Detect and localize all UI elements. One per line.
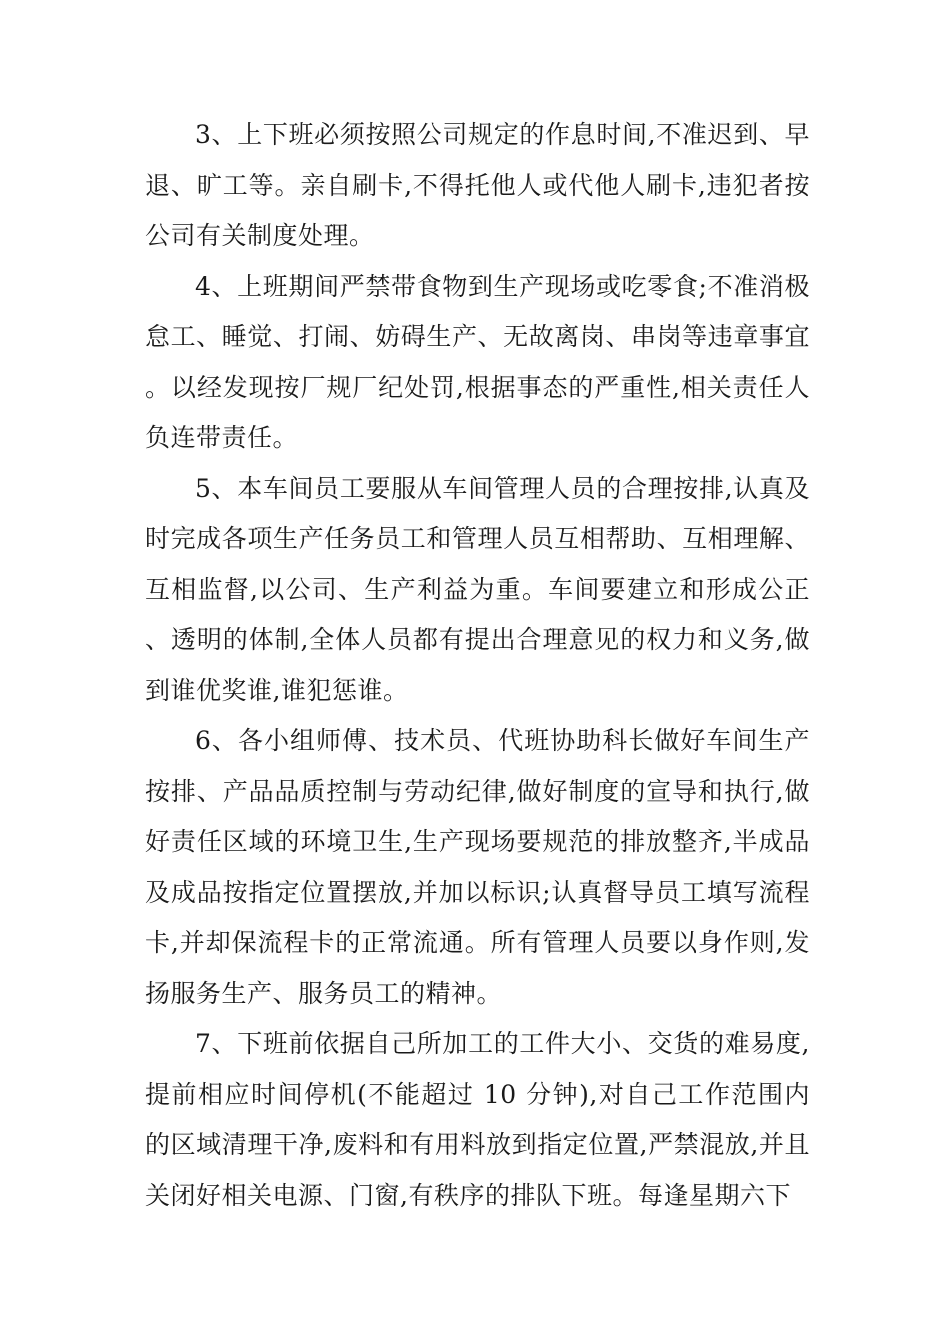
paragraph-rule-3: 3、上下班必须按照公司规定的作息时间,不准迟到、早退、旷工等。亲自刷卡,不得托他人或代他人刷卡,违犯者按公司有关制度处理。 <box>145 120 810 250</box>
paragraph-rule-6: 6、各小组师傅、技术员、代班协助科长做好车间生产按排、产品品质控制与劳动纪律,做好制度的宣导和执行,做好责任区域的环境卫生,生产现场要规范的排放整齐,半成品及成品按指定位置摆放,并加以标识;认真督导员工填写流程卡,并却保流程卡的正常流通。所有管理人员要以身作则,发扬服务生产、服务员工的精神。 <box>145 726 810 1008</box>
paragraph-rule-7: 7、下班前依据自己所加工的工件大小、交货的难易度,提前相应时间停机(不能超过 10 分钟),对自己工作范围内的区域清理干净,废料和有用料放到指定位置,严禁混放,并且关闭好相关电源、门窗,有秩序的排队下班。每逢星期六下 <box>145 1029 810 1210</box>
document-body <box>145 110 810 1221</box>
paragraph-rule-5: 5、本车间员工要服从车间管理人员的合理按排,认真及时完成各项生产任务员工和管理人员互相帮助、互相理解、互相监督,以公司、生产利益为重。车间要建立和形成公正、透明的体制,全体人员都有提出合理意见的权力和义务,做到谁优奖谁,谁犯惩谁。 <box>145 473 810 705</box>
paragraph-rule-4: 4、上班期间严禁带食物到生产现场或吃零食;不准消极怠工、睡觉、打闹、妨碍生产、无故离岗、串岗等违章事宜。以经发现按厂规厂纪处罚,根据事态的严重性,相关责任人负连带责任。 <box>145 271 810 452</box>
